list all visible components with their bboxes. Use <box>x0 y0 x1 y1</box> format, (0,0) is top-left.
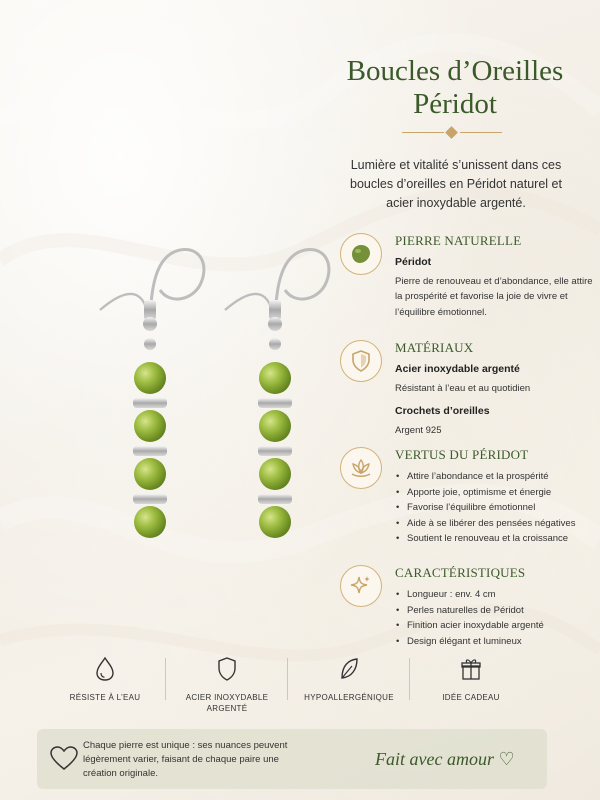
water-drop-icon <box>94 656 116 682</box>
feature-water-resistant <box>45 656 165 703</box>
section-title: MATÉRIAUX <box>395 340 474 355</box>
page-title-line-2: Péridot <box>413 88 497 120</box>
section-title: PIERRE NATURELLE <box>395 233 522 248</box>
green-stone-icon <box>340 233 382 275</box>
title-divider <box>402 126 502 140</box>
caracteristiques-list <box>395 587 595 649</box>
section-vertus <box>340 447 590 557</box>
earring-left <box>100 249 204 538</box>
section-body <box>395 362 595 438</box>
list-item: • Longueur : env. 4 cm <box>395 587 595 603</box>
feature-label: ACIER INOXYDABLE ARGENTÉ <box>185 693 269 713</box>
stone-description: Pierre de renouveau et d’abondance, elle attire la prospérité et favorise la joie de vivre et l’équilibre émotionnel. <box>395 275 593 318</box>
list-item: • Aide à se libérer des pensées négatives <box>395 516 595 532</box>
shield-icon <box>340 340 382 382</box>
gift-icon <box>460 656 482 682</box>
section-pierre-naturelle <box>340 233 593 323</box>
list-item: • Soutient le renouveau et la croissance <box>395 531 595 547</box>
list-item: • Finition acier inoxydable argenté <box>395 618 595 634</box>
material-2-text: Argent 925 <box>395 424 442 436</box>
list-item: • Perles naturelles de Péridot <box>395 603 595 619</box>
feature-divider <box>409 658 410 700</box>
uniqueness-note: Chaque pierre est unique : ses nuances peuvent légèrement varier, faisant de chaque paire une création originale. <box>83 740 288 779</box>
section-title: VERTUS DU PÉRIDOT <box>395 447 529 462</box>
list-item: • Design élégant et lumineux <box>395 634 595 650</box>
list-item: • Favorise l’équilibre émotionnel <box>395 500 595 516</box>
bottom-note-panel <box>37 729 547 789</box>
stone-name: Péridot <box>395 256 432 268</box>
intro-text: Lumière et vitalité s’unissent dans ces boucles d’oreilles en Péridot naturel et acier inoxydable argenté. <box>350 158 562 210</box>
heart-icon <box>49 745 79 771</box>
leaf-icon <box>338 656 360 682</box>
feature-label: RÉSISTE À L’EAU <box>69 693 141 702</box>
divider-line-right <box>460 132 502 133</box>
divider-line-left <box>402 132 444 133</box>
vertus-list <box>395 469 595 547</box>
sparkle-icon <box>340 565 382 607</box>
lotus-icon <box>340 447 382 489</box>
section-materiaux <box>340 340 590 440</box>
feature-divider <box>287 658 288 700</box>
features-row <box>45 656 575 716</box>
page-title <box>330 55 580 121</box>
section-body <box>395 255 595 320</box>
list-item: • Attire l’abondance et la prospérité <box>395 469 595 485</box>
feature-label: HYPOALLERGÉNIQUE <box>304 693 394 702</box>
section-caracteristiques <box>340 565 590 655</box>
list-item: • Apporte joie, optimisme et énergie <box>395 485 595 501</box>
section-title: CARACTÉRISTIQUES <box>395 565 526 580</box>
handmade-signature: Fait avec amour ♡ <box>375 749 515 769</box>
divider-diamond-icon <box>445 126 458 139</box>
feature-hypoallergenic <box>289 656 409 703</box>
feature-gift <box>411 656 531 703</box>
shield-icon <box>216 656 238 682</box>
earring-right <box>225 249 329 538</box>
material-1-text: Résistant à l’eau et au quotidien <box>395 382 531 394</box>
material-1-title: Acier inoxydable argenté <box>395 363 520 375</box>
material-2-title: Crochets d’oreilles <box>395 405 490 417</box>
feature-steel <box>167 656 287 714</box>
feature-divider <box>165 658 166 700</box>
page-title-line-1: Boucles d’Oreilles <box>346 55 564 87</box>
feature-label: IDÉE CADEAU <box>442 693 500 702</box>
